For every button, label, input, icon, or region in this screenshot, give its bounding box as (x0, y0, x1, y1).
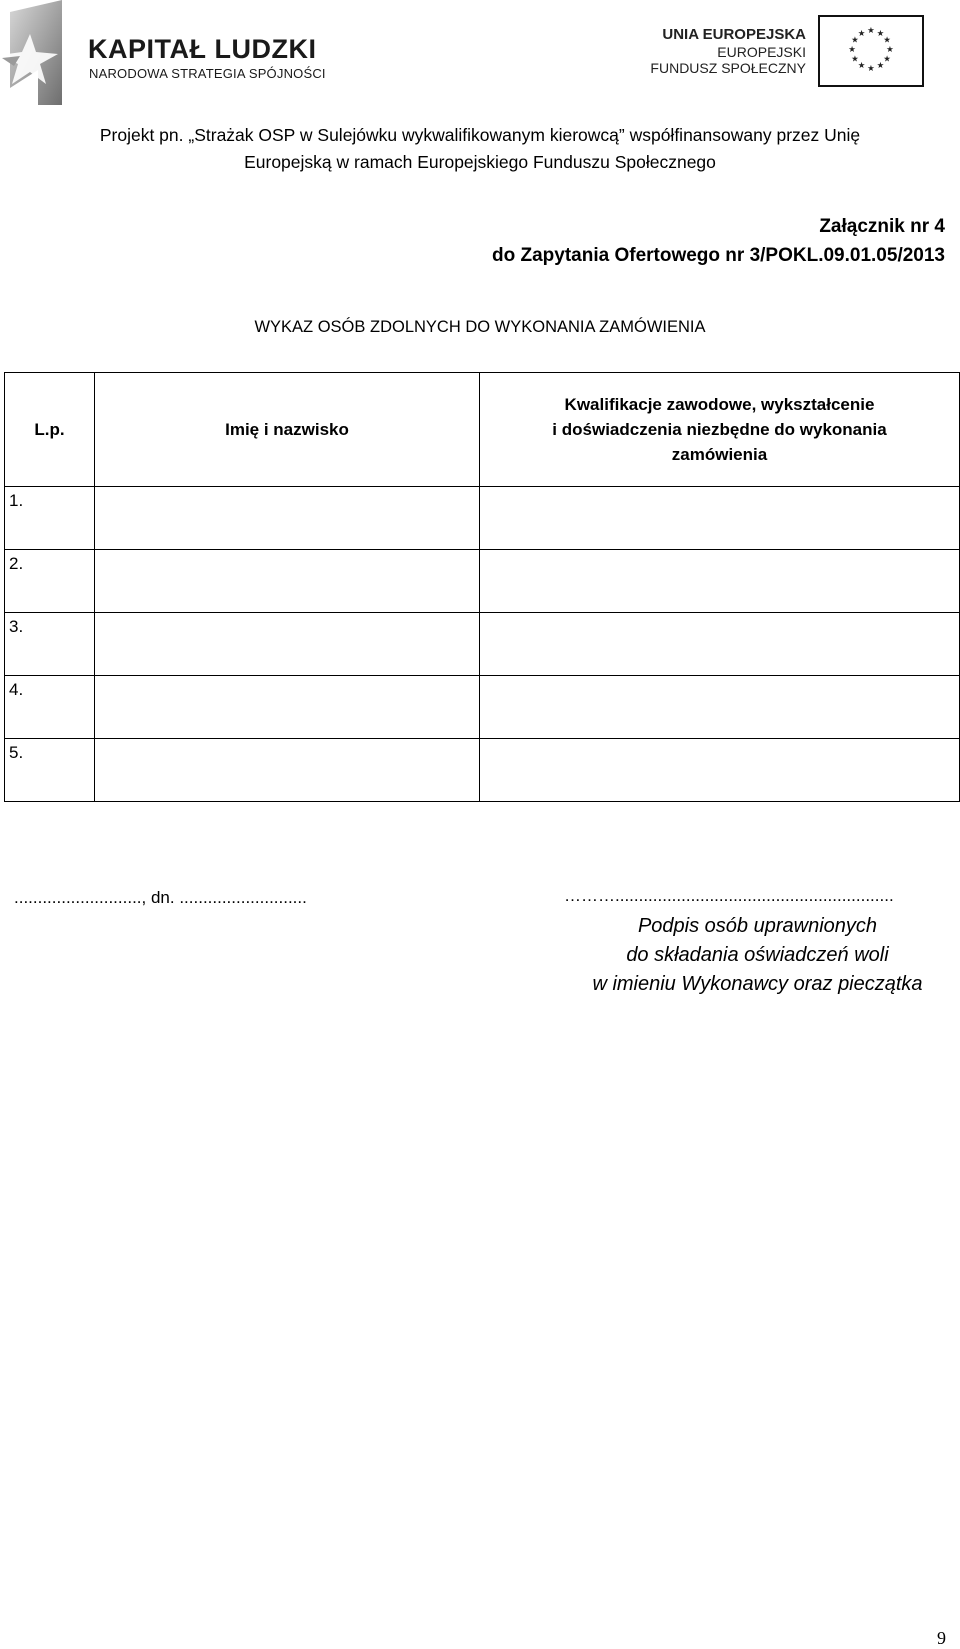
eu-logo-line3: FUNDUSZ SPOŁECZNY (650, 60, 806, 76)
eu-flag-icon (818, 15, 924, 87)
persons-table (4, 372, 960, 802)
name-cell[interactable] (95, 676, 480, 739)
svg-text:★: ★ (886, 44, 894, 55)
attachment-line-2: do Zapytania Ofertowego nr 3/POKL.09.01.05/2013 (492, 245, 945, 266)
attachment-line-1: Załącznik nr 4 (819, 216, 945, 237)
svg-text:★: ★ (883, 54, 891, 65)
signature-line[interactable]: ………........................................................... (564, 886, 894, 905)
svg-text:★: ★ (867, 63, 875, 74)
project-line-2: Europejską w ramach Europejskiego Funduszu Społecznego (244, 152, 716, 172)
signature-caption-line3: w imieniu Wykonawcy oraz pieczątka (592, 973, 923, 995)
place-date-field[interactable]: ..........................., dn. ........................... (14, 888, 307, 907)
signature-caption-line1: Podpis osób uprawnionych (637, 915, 878, 937)
row-number: 1. (5, 487, 95, 550)
header-name: Imię i nazwisko (95, 373, 480, 487)
header-lp: L.p. (5, 373, 95, 487)
svg-text:★: ★ (867, 26, 875, 37)
kapital-ludzki-logo (0, 0, 330, 105)
header-qualifications-line2: i doświadczenia niezbędne do wykonania (552, 420, 887, 439)
page-number: 9 (937, 1628, 946, 1648)
kapital-ludzki-emblem-icon (0, 0, 66, 105)
qualifications-cell[interactable] (480, 676, 960, 739)
eu-logo-line2: EUROPEJSKI (717, 44, 806, 60)
table-row (5, 613, 960, 676)
row-number: 3. (5, 613, 95, 676)
row-number: 2. (5, 550, 95, 613)
qualifications-cell[interactable] (480, 487, 960, 550)
table-row (5, 487, 960, 550)
header-qualifications-line3: zamówienia (671, 445, 768, 464)
eu-logo-line1: UNIA EUROPEJSKA (662, 26, 806, 43)
svg-text:★: ★ (857, 61, 866, 71)
qualifications-cell[interactable] (480, 613, 960, 676)
name-cell[interactable] (95, 613, 480, 676)
table-row (5, 676, 960, 739)
svg-text:★: ★ (876, 28, 885, 39)
kapital-ludzki-subtitle: NARODOWA STRATEGIA SPÓJNOŚCI (89, 66, 326, 81)
table-row (5, 739, 960, 802)
table-row (5, 550, 960, 613)
name-cell[interactable] (95, 739, 480, 802)
qualifications-cell[interactable] (480, 550, 960, 613)
project-description (40, 122, 920, 176)
attachment-header (492, 212, 945, 270)
svg-text:★: ★ (848, 44, 856, 55)
svg-text:★: ★ (851, 54, 859, 65)
header-qualifications-line1: Kwalifikacje zawodowe, wykształcenie (564, 395, 875, 414)
row-number: 5. (5, 739, 95, 802)
name-cell[interactable] (95, 487, 480, 550)
svg-text:★: ★ (876, 61, 885, 71)
row-number: 4. (5, 676, 95, 739)
document-title: WYKAZ OSÓB ZDOLNYCH DO WYKONANIA ZAMÓWIENIA (254, 318, 706, 336)
kapital-ludzki-title: KAPITAŁ LUDZKI (88, 34, 317, 64)
table-header-row (5, 373, 960, 487)
signature-caption (555, 912, 960, 999)
qualifications-cell[interactable] (480, 739, 960, 802)
project-line-1: Projekt pn. „Strażak OSP w Sulejówku wykwalifikowanym kierowcą” współfinansowany przez Unię (99, 125, 861, 145)
header-qualifications (480, 373, 960, 487)
svg-text:★: ★ (883, 35, 891, 46)
svg-text:★: ★ (851, 35, 859, 46)
svg-text:★: ★ (857, 28, 866, 39)
signature-caption-line2: do składania oświadczeń woli (626, 944, 889, 966)
name-cell[interactable] (95, 550, 480, 613)
